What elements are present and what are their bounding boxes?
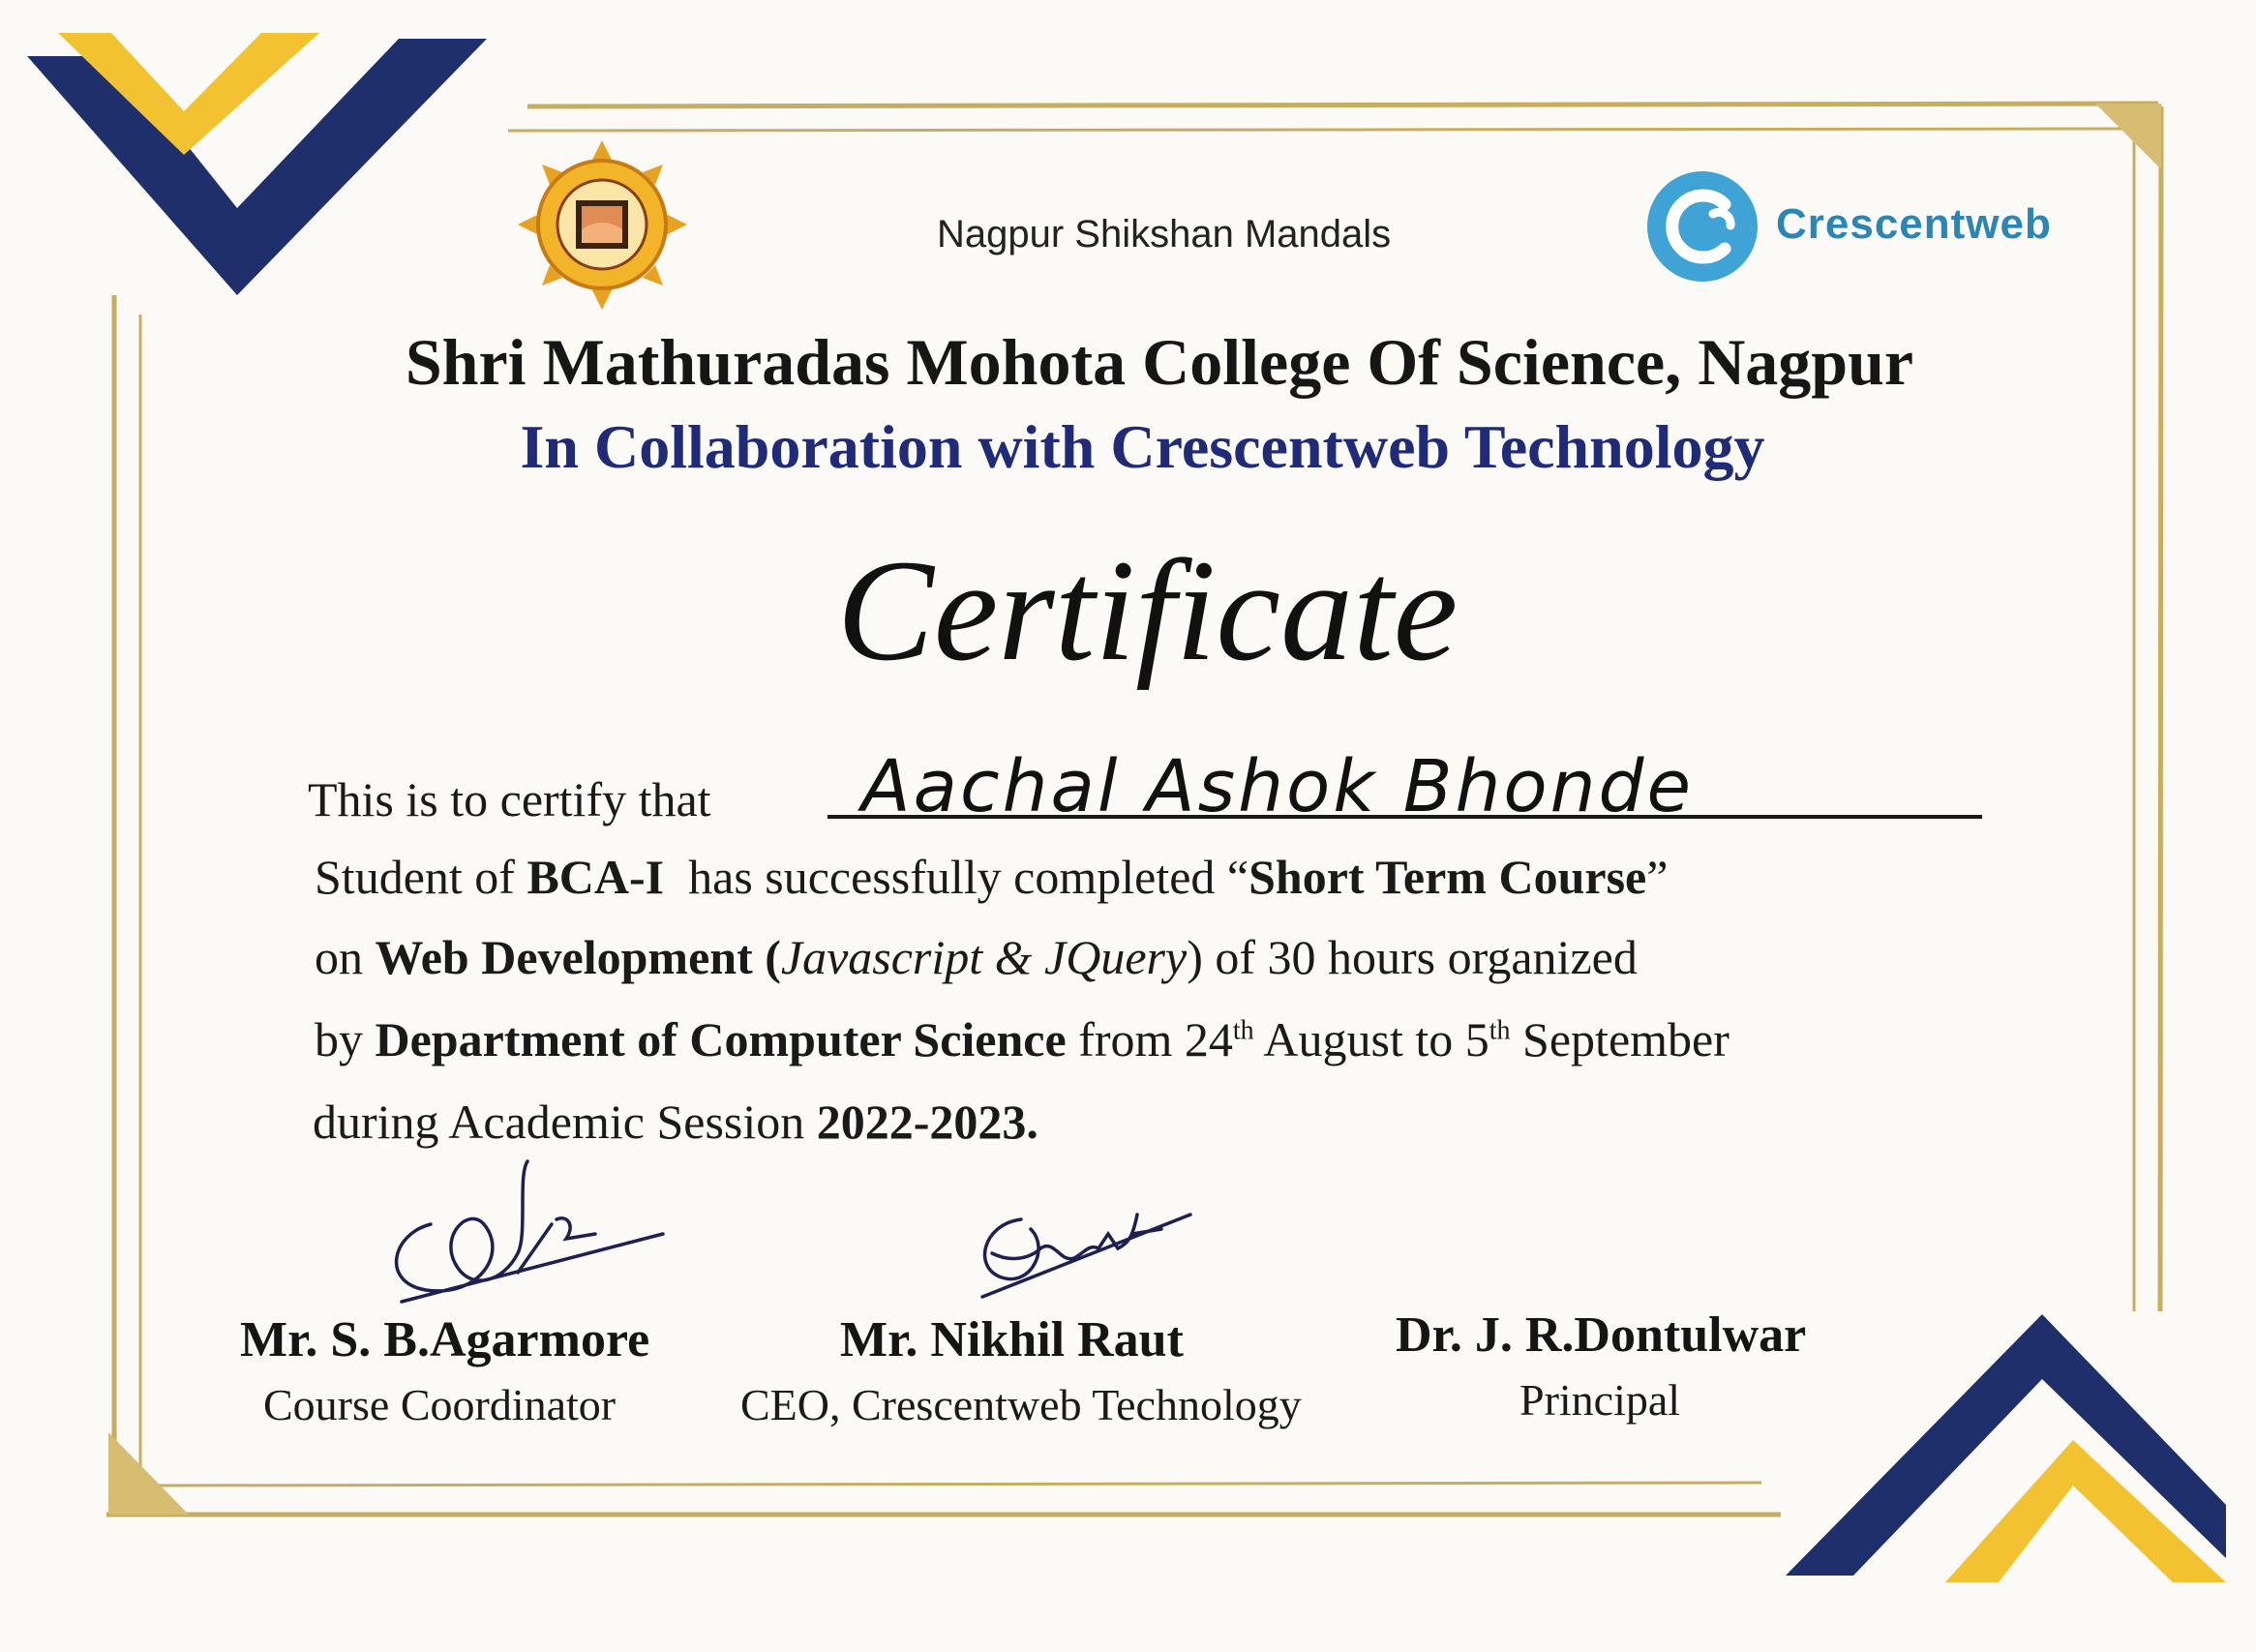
signatory-2-name: Mr. Nikhil Raut — [840, 1312, 1184, 1367]
signatory-3-role: Principal — [1519, 1375, 1681, 1425]
certify-prefix: This is to certify that — [308, 772, 711, 826]
certificate-title: Certificate — [836, 530, 1459, 691]
bottom-left-gold-corner — [108, 1432, 189, 1515]
body-line-2: Student of BCA-I has successfully completed “Short Term Course” — [315, 850, 1669, 904]
body-line-3: on Web Development (Javascript & JQuery) of 30 hours organized — [315, 930, 1638, 984]
body-line-5: during Academic Session 2022-2023. — [313, 1095, 1038, 1149]
signature-agarmore — [373, 1156, 682, 1321]
body-line-4: by Department of Computer Science from 24th August to 5th September — [315, 1012, 1730, 1066]
signatory-1-role: Course Coordinator — [263, 1380, 617, 1429]
name-underline — [827, 815, 1982, 819]
signatory-2-role: CEO, Crescentweb Technology — [740, 1380, 1302, 1429]
signatory-3-name: Dr. J. R.Dontulwar — [1396, 1307, 1807, 1363]
college-name: Shri Mathuradas Mohota College Of Science, Nagpur — [405, 325, 1914, 399]
crescentweb-brand-name: Crescentweb — [1776, 200, 2052, 248]
crescentweb-logo — [1645, 169, 1760, 284]
student-name: Aachal Ashok Bhonde — [861, 745, 1695, 828]
signatory-1-name: Mr. S. B.Agarmore — [240, 1312, 650, 1367]
top-right-gold-corner — [2095, 104, 2161, 169]
collaboration-line: In Collaboration with Crescentweb Technology — [520, 412, 1765, 481]
college-seal — [518, 140, 687, 310]
mandal-name: Nagpur Shikshan Mandals — [937, 213, 1392, 255]
signature-raut — [963, 1190, 1210, 1316]
